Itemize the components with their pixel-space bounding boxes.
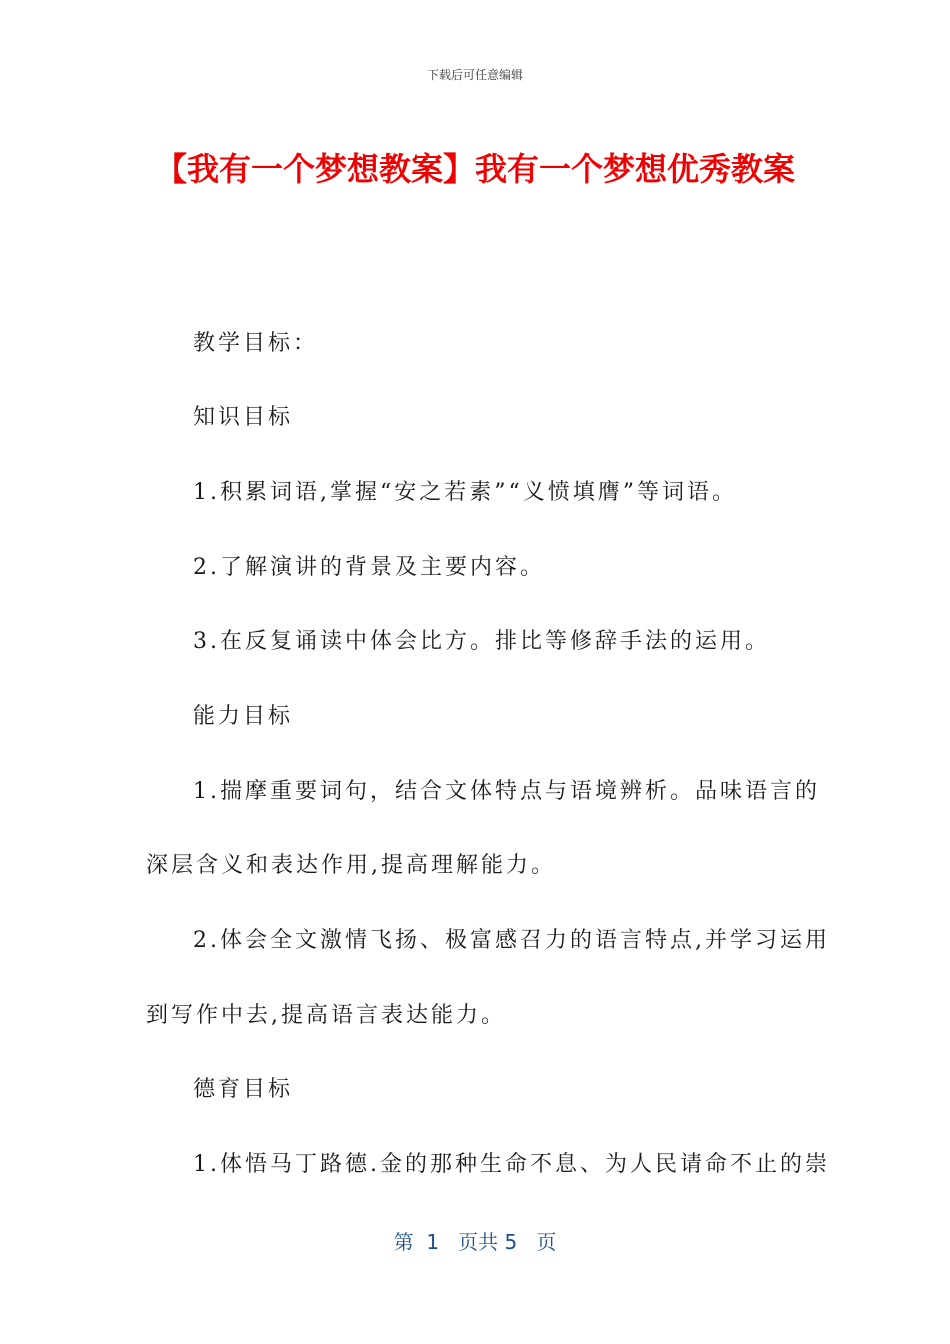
paragraph-knowledge-1: 1.积累词语,掌握“安之若素”“义愤填膺”等词语。	[193, 480, 737, 505]
header-note: 下载后可任意编辑	[426, 68, 523, 82]
paragraph-ability-2-line-1: 2.体会全文激情飞扬、极富感召力的语言特点,并学习运用	[193, 928, 830, 953]
paragraph-knowledge-2: 2.了解演讲的背景及主要内容。	[193, 555, 545, 580]
section-heading-teaching-goals: 教学目标：	[193, 331, 319, 356]
document-title: 【我有一个梦想教案】我有一个梦想优秀教案	[154, 150, 795, 188]
section-heading-ability-goals: 能力目标	[193, 704, 294, 729]
section-heading-knowledge-goals: 知识目标	[193, 405, 294, 430]
paragraph-ability-1-line-1: 1.揣摩重要词句，结合文体特点与语境辨析。品味语言的	[193, 779, 820, 804]
paragraph-ability-2-line-2: 到写作中去,提高语言表达能力。	[146, 1003, 506, 1028]
paragraph-moral-1-line-1: 1.体悟马丁路德.金的那种生命不息、为人民请命不止的崇	[193, 1152, 830, 1177]
page-number-footer: 第 1 页共 5 页	[393, 1230, 557, 1254]
paragraph-knowledge-3: 3.在反复诵读中体会比方。排比等修辞手法的运用。	[193, 629, 770, 654]
section-heading-moral-goals: 德育目标	[193, 1077, 294, 1102]
paragraph-ability-1-line-2: 深层含义和表达作用,提高理解能力。	[146, 853, 556, 878]
